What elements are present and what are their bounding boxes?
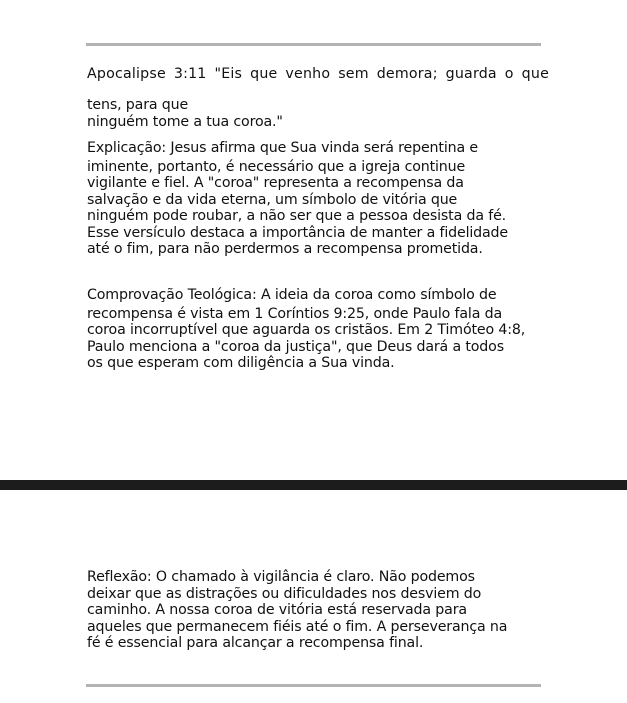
theology-line: os que esperam com diligência a Sua vinda. <box>87 355 395 371</box>
verse-reference-line <box>87 66 549 83</box>
reflection-line: aqueles que permanecem fiéis até o fim. A perseverança na <box>87 618 508 635</box>
explanation-paragraph <box>87 140 552 258</box>
theology-line: coroa incorruptível que aguarda os cristãos. Em 2 Timóteo 4:8, <box>87 322 526 338</box>
bottom-horizontal-rule <box>86 684 541 687</box>
explanation-line: Esse versículo destaca a importância de manter a fidelidade <box>87 224 508 241</box>
explanation-line: salvação e da vida eterna, um símbolo de vitória que <box>87 191 458 208</box>
explanation-line: ninguém pode roubar, a não ser que a pessoa desista da fé. <box>87 208 507 224</box>
document-page-bottom <box>0 490 627 703</box>
reflection-line: Reflexão: O chamado à vigilância é claro. Não podemos <box>87 569 475 585</box>
theology-line: recompensa é vista em 1 Coríntios 9:25, onde Paulo fala da <box>87 305 503 322</box>
theology-line: Comprovação Teológica: A ideia da coroa como símbolo de <box>87 287 497 303</box>
explanation-line: até o fim, para não perdermos a recompensa prometida. <box>87 241 483 257</box>
verse-line: ninguém tome a tua coroa." <box>87 113 283 130</box>
theology-line: Paulo menciona a "coroa da justiça", que Deus dará a todos <box>87 338 504 355</box>
page-separator <box>0 480 627 490</box>
verse-line: Apocalipse 3:11 "Eis que venho sem demora; guarda o que <box>87 66 549 82</box>
reflection-paragraph <box>87 569 552 652</box>
explanation-line: iminente, portanto, é necessário que a igreja continue <box>87 158 466 175</box>
reflection-line: fé é essencial para alcançar a recompensa final. <box>87 635 424 651</box>
theological-proof-paragraph <box>87 287 552 372</box>
explanation-line: vigilante e fiel. A "coroa" representa a recompensa da <box>87 175 464 191</box>
reflection-line: caminho. A nossa coroa de vitória está reservada para <box>87 602 467 618</box>
verse-line: tens, para que <box>87 97 189 113</box>
top-horizontal-rule <box>86 43 541 46</box>
verse-continuation <box>87 97 552 130</box>
reflection-line: deixar que as distrações ou dificuldades nos desviem do <box>87 585 482 602</box>
explanation-line: Explicação: Jesus afirma que Sua vinda será repentina e <box>87 140 478 156</box>
